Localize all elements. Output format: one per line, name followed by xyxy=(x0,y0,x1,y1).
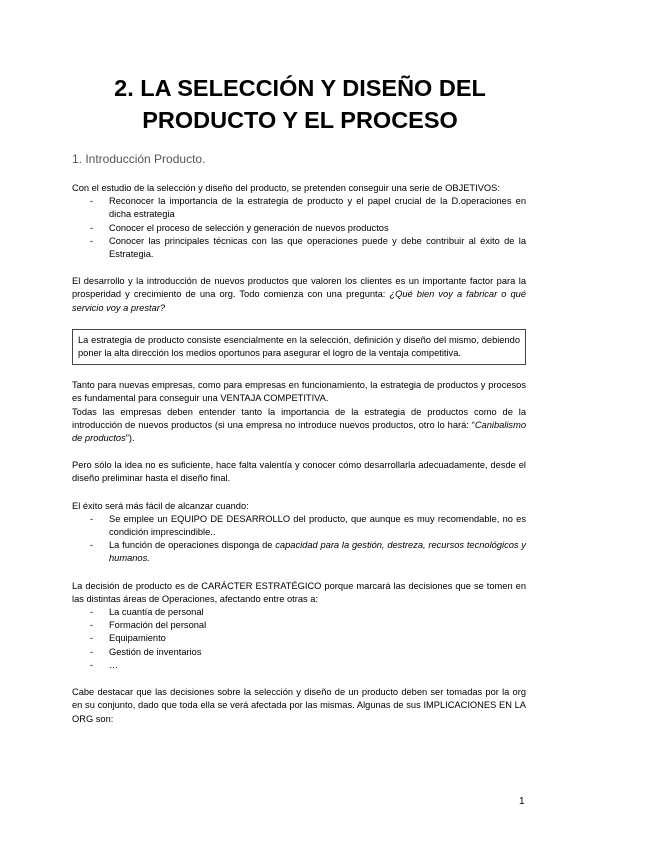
list-item: - Equipamiento xyxy=(72,632,526,645)
page-title xyxy=(0,72,600,136)
list-item: - Gestión de inventarios xyxy=(72,646,526,659)
list-item: - Conocer el proceso de selección y generación de nuevos productos xyxy=(72,222,526,235)
success-item2-italic: capacidad para la gestión, destreza, recursos tecnológicos y humanos. xyxy=(109,540,526,564)
intro-paragraph: Con el estudio de la selección y diseño del producto, se pretenden conseguir una serie de OBJETIVOS: xyxy=(72,183,500,193)
decision-list xyxy=(72,606,526,672)
title-line-1: 2. LA SELECCIÓN Y DISEÑO DEL xyxy=(114,75,486,101)
objectives-list xyxy=(72,195,526,261)
all-companies-text: Todas las empresas deben entender tanto la importancia de la estrategia de productos como de la introducción de nuevos productos (si una empresa no introduce nuevos productos, otro lo hará: “ xyxy=(72,406,526,430)
success-list xyxy=(72,513,526,566)
all-companies-paragraph xyxy=(72,406,526,446)
list-item: - Reconocer la importancia de la estrategia de producto y el papel crucial de la D.operaciones en dicha estrategia xyxy=(72,195,526,221)
decision-paragraph: La decisión de producto es de CARÁCTER ESTRATÉGICO porque marcará las decisiones que se tomen en las distintas áreas de Operaciones, afectando entre otras a: xyxy=(72,580,526,604)
list-item xyxy=(72,539,526,565)
boxed-text: La estrategia de producto consiste esencialmente en la selección, definición y diseño del mismo, debiendo poner la alta dirección los medios oportunos para asegurar el logro de la ventaja competitiva. xyxy=(78,334,520,359)
list-item: - Formación del personal xyxy=(72,619,526,632)
idea-paragraph: Pero sólo la idea no es suficiente, hace falta valentía y conocer cómo desarrollarla adecuadamente, desde el diseño preliminar hasta el diseño final. xyxy=(72,460,526,484)
cannibalism-term: Canibalismo de productos xyxy=(72,419,526,444)
success-intro: El éxito será más fácil de alcanzar cuando: xyxy=(72,500,249,511)
development-paragraph xyxy=(72,275,526,315)
final-paragraph: Cabe destacar que las decisiones sobre la selección y diseño de un producto deben ser tomadas por la org en su conjunto, dado que toda ella se verá afectada por las mismas. Algunas de sus IMPLICACIONES EN LA ORG son: xyxy=(72,687,526,724)
development-text: El desarrollo y la introducción de nuevos productos que valoren los clientes es un importante factor para la prosperidad y crecimiento de una org. Todo comienza con una pregunta: xyxy=(72,276,526,300)
document-body xyxy=(72,182,526,726)
list-item: - Conocer las principales técnicas con las que operaciones puede y debe contribuir al éxito de la Estrategia. xyxy=(72,235,526,261)
list-item: - … xyxy=(72,659,526,672)
page-number: 1 xyxy=(519,796,525,807)
list-item: - Se emplee un EQUIPO DE DESARROLLO del producto, que aunque es muy recomendable, no es condición imprescindible.. xyxy=(72,513,526,539)
development-question: ¿Qué bien voy a fabricar o qué servicio voy a prestar? xyxy=(72,289,526,313)
section-subtitle: 1. Introducción Producto. xyxy=(72,152,206,166)
list-item: - La cuantía de personal xyxy=(72,606,526,619)
all-companies-end: ”). xyxy=(125,433,135,444)
success-item2-prefix: La función de operaciones disponga de xyxy=(109,540,276,551)
title-line-2: PRODUCTO Y EL PROCESO xyxy=(142,107,458,133)
strategy-paragraph: Tanto para nuevas empresas, como para empresas en funcionamiento, la estrategia de productos y procesos es fundamental para conseguir una VENTAJA COMPETITIVA. xyxy=(72,380,526,404)
highlight-box xyxy=(72,329,526,365)
